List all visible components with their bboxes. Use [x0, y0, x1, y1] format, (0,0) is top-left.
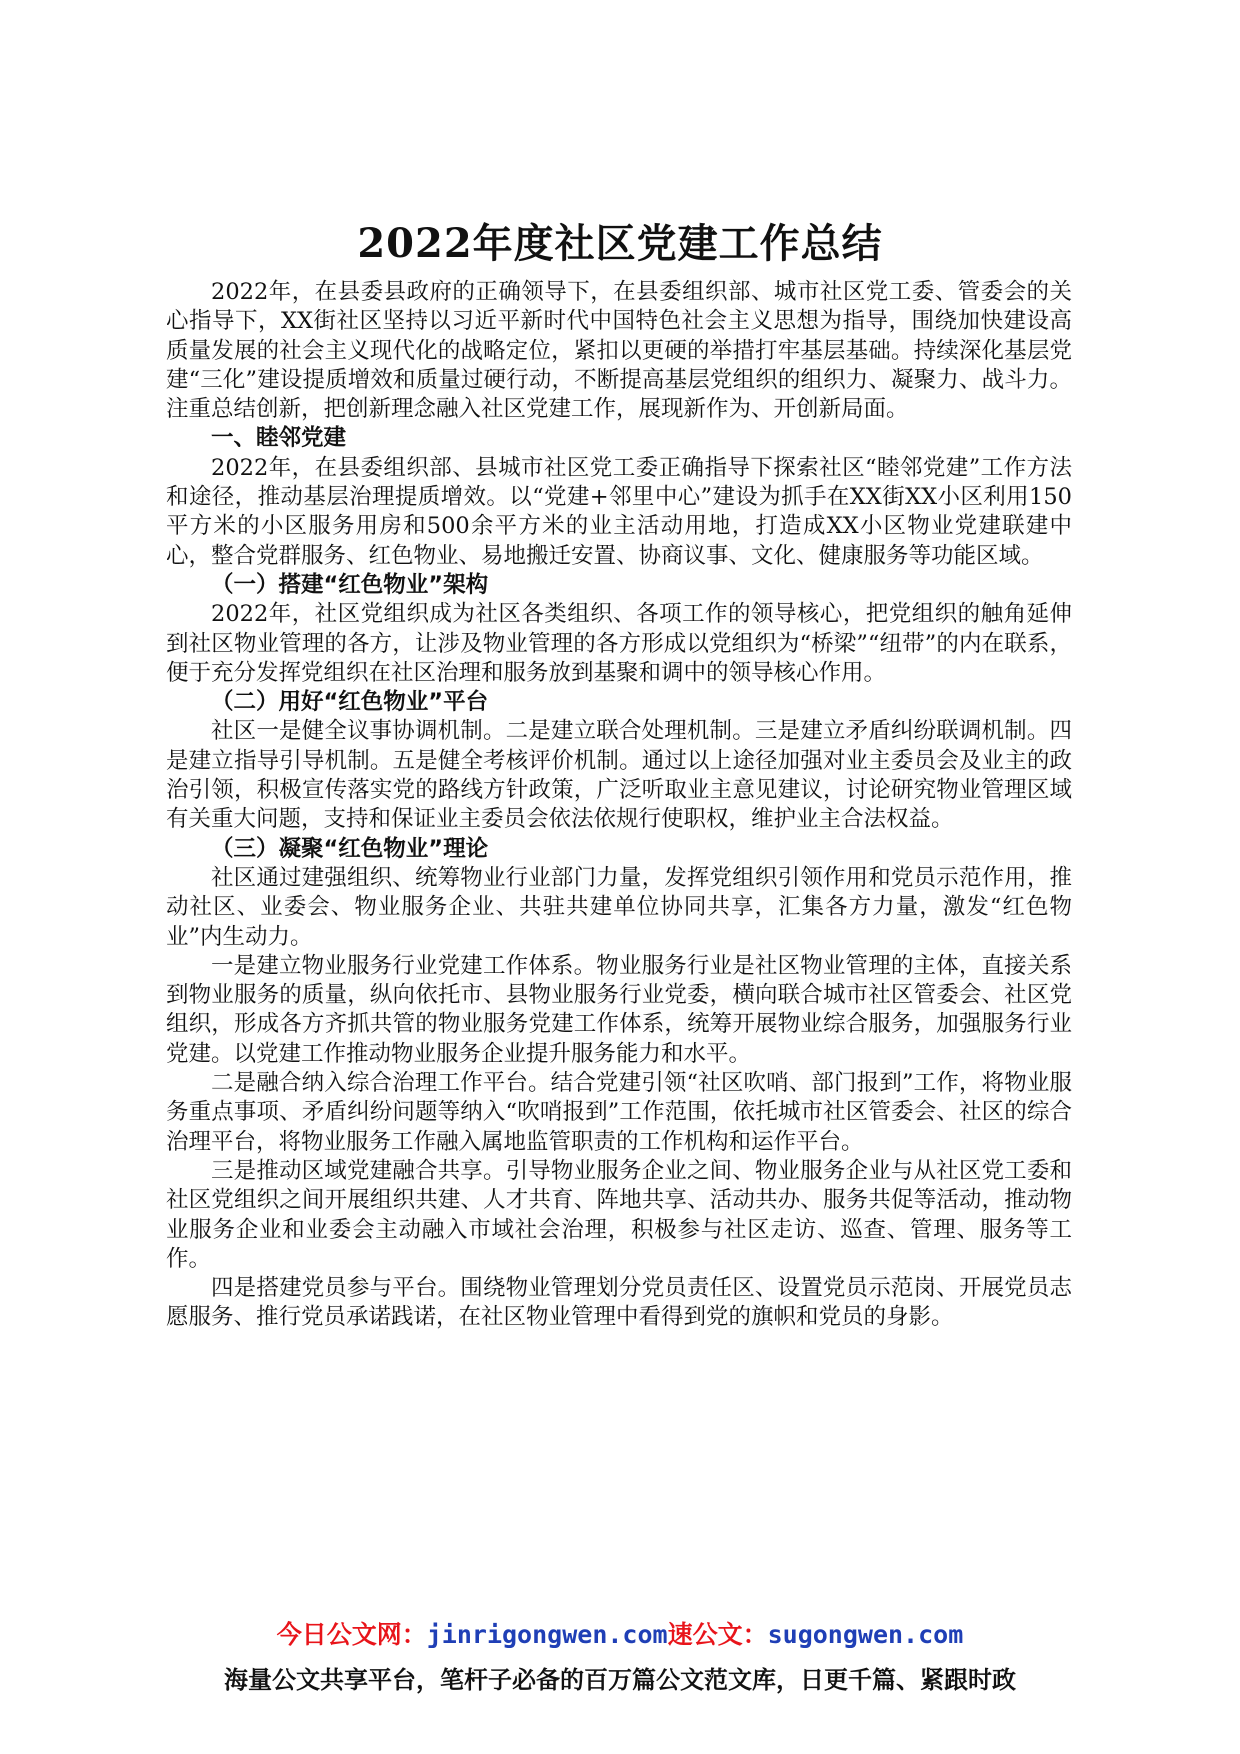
list-paragraph-fourth: 四是搭建党员参与平台。围绕物业管理划分党员责任区、设置党员示范岗、开展党员志愿服务、推行党员承诺践诺，在社区物业管理中看得到党的旗帜和党员的身影。: [166, 1275, 1072, 1331]
footer-tagline: 海量公文共享平台，笔杆子必备的百万篇公文范文库，日更千篇、紧跟时政: [224, 1666, 1016, 1694]
site2-label: 速公文：: [667, 1620, 768, 1649]
site1-link[interactable]: jinrigongwen.com: [426, 1620, 668, 1649]
section-heading-neighborhood-party-building: 一、睦邻党建: [211, 425, 347, 452]
subsection-paragraph: 社区通过建强组织、统筹物业行业部门力量，发挥党组织引领作用和党员示范作用，推动社区、业委会、物业服务企业、共驻共建单位协同共享，汇集各方力量，激发“红色物业”内生动力。: [166, 864, 1072, 950]
document-title: 2022年度社区党建工作总结: [357, 220, 883, 267]
site2-link[interactable]: sugongwen.com: [767, 1620, 964, 1649]
document-body: [166, 278, 1072, 1333]
footer-sites: [0, 1618, 1240, 1652]
section-paragraph: 2022年，在县委组织部、县城市社区党工委正确指导下探索社区“睦邻党建”工作方法和途径，推动基层治理提质增效。以“党建+邻里中心”建设为抓手在XX街XX小区利用150平方米的小区服务用房和500余平方米的业主活动用地，打造成XX小区物业党建联建中心，整合党群服务、红色物业、易地搬迁安置、协商议事、文化、健康服务等功能区域。: [166, 454, 1072, 569]
subsection-paragraph: 2022年，社区党组织成为社区各类组织、各项工作的领导核心，把党组织的触角延伸到社区物业管理的各方，让涉及物业管理的各方形成以党组织为“桥梁”“纽带”的内在联系，便于充分发挥党组织在社区治理和服务放到基聚和调中的领导核心作用。: [166, 601, 1072, 686]
list-paragraph-second: 二是融合纳入综合治理工作平台。结合党建引领“社区吹哨、部门报到”工作，将物业服务重点事项、矛盾纠纷问题等纳入“吹哨报到”工作范围，依托城市社区管委会、社区的综合治理平台，将物业服务工作融入属地监管职责的工作机构和运作平台。: [166, 1070, 1072, 1155]
subsection-heading-framework: （一）搭建“红色物业”架构: [211, 571, 489, 598]
intro-paragraph: 2022年，在县委县政府的正确领导下，在县委组织部、城市社区党工委、管委会的关心指导下，XX街社区坚持以习近平新时代中国特色社会主义思想为指导，围绕加快建设高质量发展的社会主义现代化的战略定位，紧扣以更硬的举措打牢基层基础。持续深化基层党建“三化”建设提质增效和质量过硬行动，不断提高基层党组织的组织力、凝聚力、战斗力。注重总结创新，把创新理念融入社区党建工作，展现新作为、开创新局面。: [166, 279, 1072, 423]
list-paragraph-first: 一是建立物业服务行业党建工作体系。物业服务行业是社区物业管理的主体，直接关系到物业服务的质量，纵向依托市、县物业服务行业党委，横向联合城市社区管委会、社区党组织，形成各方齐抓共管的物业服务党建工作体系，统筹开展物业综合服务，加强服务行业党建。以党建工作推动物业服务企业提升服务能力和水平。: [166, 952, 1072, 1067]
list-paragraph-third: 三是推动区域党建融合共享。引导物业服务企业之间、物业服务企业与从社区党工委和社区党组织之间开展组织共建、人才共育、阵地共享、活动共办、服务共促等活动，推动物业服务企业和业委会主动融入市域社会治理，积极参与社区走访、巡查、管理、服务等工作。: [166, 1157, 1072, 1272]
site1-label: 今日公文网：: [276, 1620, 427, 1649]
subsection-heading-theory: （三）凝聚“红色物业”理论: [211, 835, 489, 862]
subsection-heading-platform: （二）用好“红色物业”平台: [211, 689, 489, 716]
subsection-paragraph: 社区一是健全议事协调机制。二是建立联合处理机制。三是建立矛盾纠纷联调机制。四是建立指导引导机制。五是健全考核评价机制。通过以上途径加强对业主委员会及业主的政治引领，积极宣传落实党的路线方针政策，广泛听取业主意见建议，讨论研究物业管理区域有关重大问题，支持和保证业主委员会依法依规行使职权，维护业主合法权益。: [166, 718, 1072, 833]
